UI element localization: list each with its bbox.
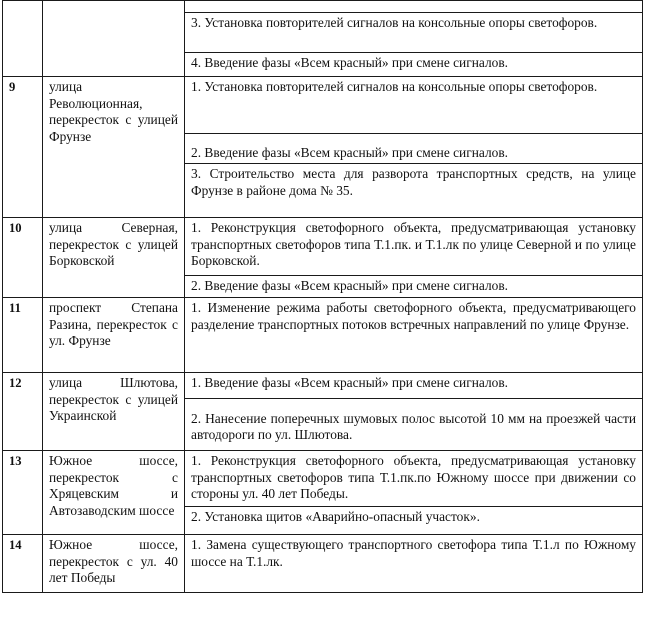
location-cell: Южное шоссе, перекресток с Хряцевским и Автозаводским шоссе xyxy=(43,451,185,535)
measure-cell: 3. Установка повторителей сигналов на консольные опоры светофоров. xyxy=(185,13,643,53)
row-number-cell: 12 xyxy=(3,373,43,451)
table-row xyxy=(3,1,643,13)
location-cell: улица Революционная, перекресток с улицей Фрунзе xyxy=(43,77,185,218)
measure-cell: 2. Введение фазы «Всем красный» при смене сигналов. xyxy=(185,134,643,164)
measure-cell: 3. Строительство места для разворота транспортных средств, на улице Фрунзе в районе дома № 35. xyxy=(185,164,643,218)
table-row xyxy=(3,373,643,399)
row-number-cell: 14 xyxy=(3,535,43,593)
measure-cell: 4. Введение фазы «Всем красный» при смене сигналов. xyxy=(185,53,643,77)
table-row xyxy=(3,535,643,593)
measure-cell: 2. Введение фазы «Всем красный» при смене сигналов. xyxy=(185,276,643,298)
measure-cell: 1. Реконструкция светофорного объекта, предусматривающая установку транспортных светофоров типа Т.1.пк.по Южному шоссе при движении со стороны ул. 40 лет Победы. xyxy=(185,451,643,507)
measure-cell xyxy=(185,1,643,13)
row-number-cell xyxy=(3,1,43,77)
measures-table xyxy=(2,0,643,593)
measure-cell: 2. Нанесение поперечных шумовых полос высотой 10 мм на проезжей части автодороги по ул. Шлютова. xyxy=(185,399,643,451)
row-number-cell: 10 xyxy=(3,218,43,298)
location-cell: проспект Степана Разина, перекресток с ул. Фрунзе xyxy=(43,298,185,373)
measure-cell: 1. Изменение режима работы светофорного объекта, предусматривающего разделение транспортных потоков встречных направлений по улице Фрунзе. xyxy=(185,298,643,373)
location-cell xyxy=(43,1,185,77)
location-cell: улица Северная, перекресток с улицей Борковской xyxy=(43,218,185,298)
measure-cell: 1. Замена существующего транспортного светофора типа Т.1.л по Южному шоссе на Т.1.лк. xyxy=(185,535,643,593)
row-number-cell: 9 xyxy=(3,77,43,218)
measure-cell: 1. Установка повторителей сигналов на консольные опоры светофоров. xyxy=(185,77,643,134)
location-cell: улица Шлютова, перекресток с улицей Украинской xyxy=(43,373,185,451)
row-number-cell: 13 xyxy=(3,451,43,535)
row-number-cell: 11 xyxy=(3,298,43,373)
table-row xyxy=(3,218,643,276)
measure-cell: 1. Реконструкция светофорного объекта, предусматривающая установку транспортных светофоров типа Т.1.пк. и Т.1.лк по улице Северной и по улице Борковской. xyxy=(185,218,643,276)
table-row xyxy=(3,451,643,507)
measure-cell: 2. Установка щитов «Аварийно-опасный участок». xyxy=(185,507,643,535)
location-cell: Южное шоссе, перекресток с ул. 40 лет Победы xyxy=(43,535,185,593)
table-row xyxy=(3,77,643,134)
measure-cell: 1. Введение фазы «Всем красный» при смене сигналов. xyxy=(185,373,643,399)
table-row xyxy=(3,298,643,373)
